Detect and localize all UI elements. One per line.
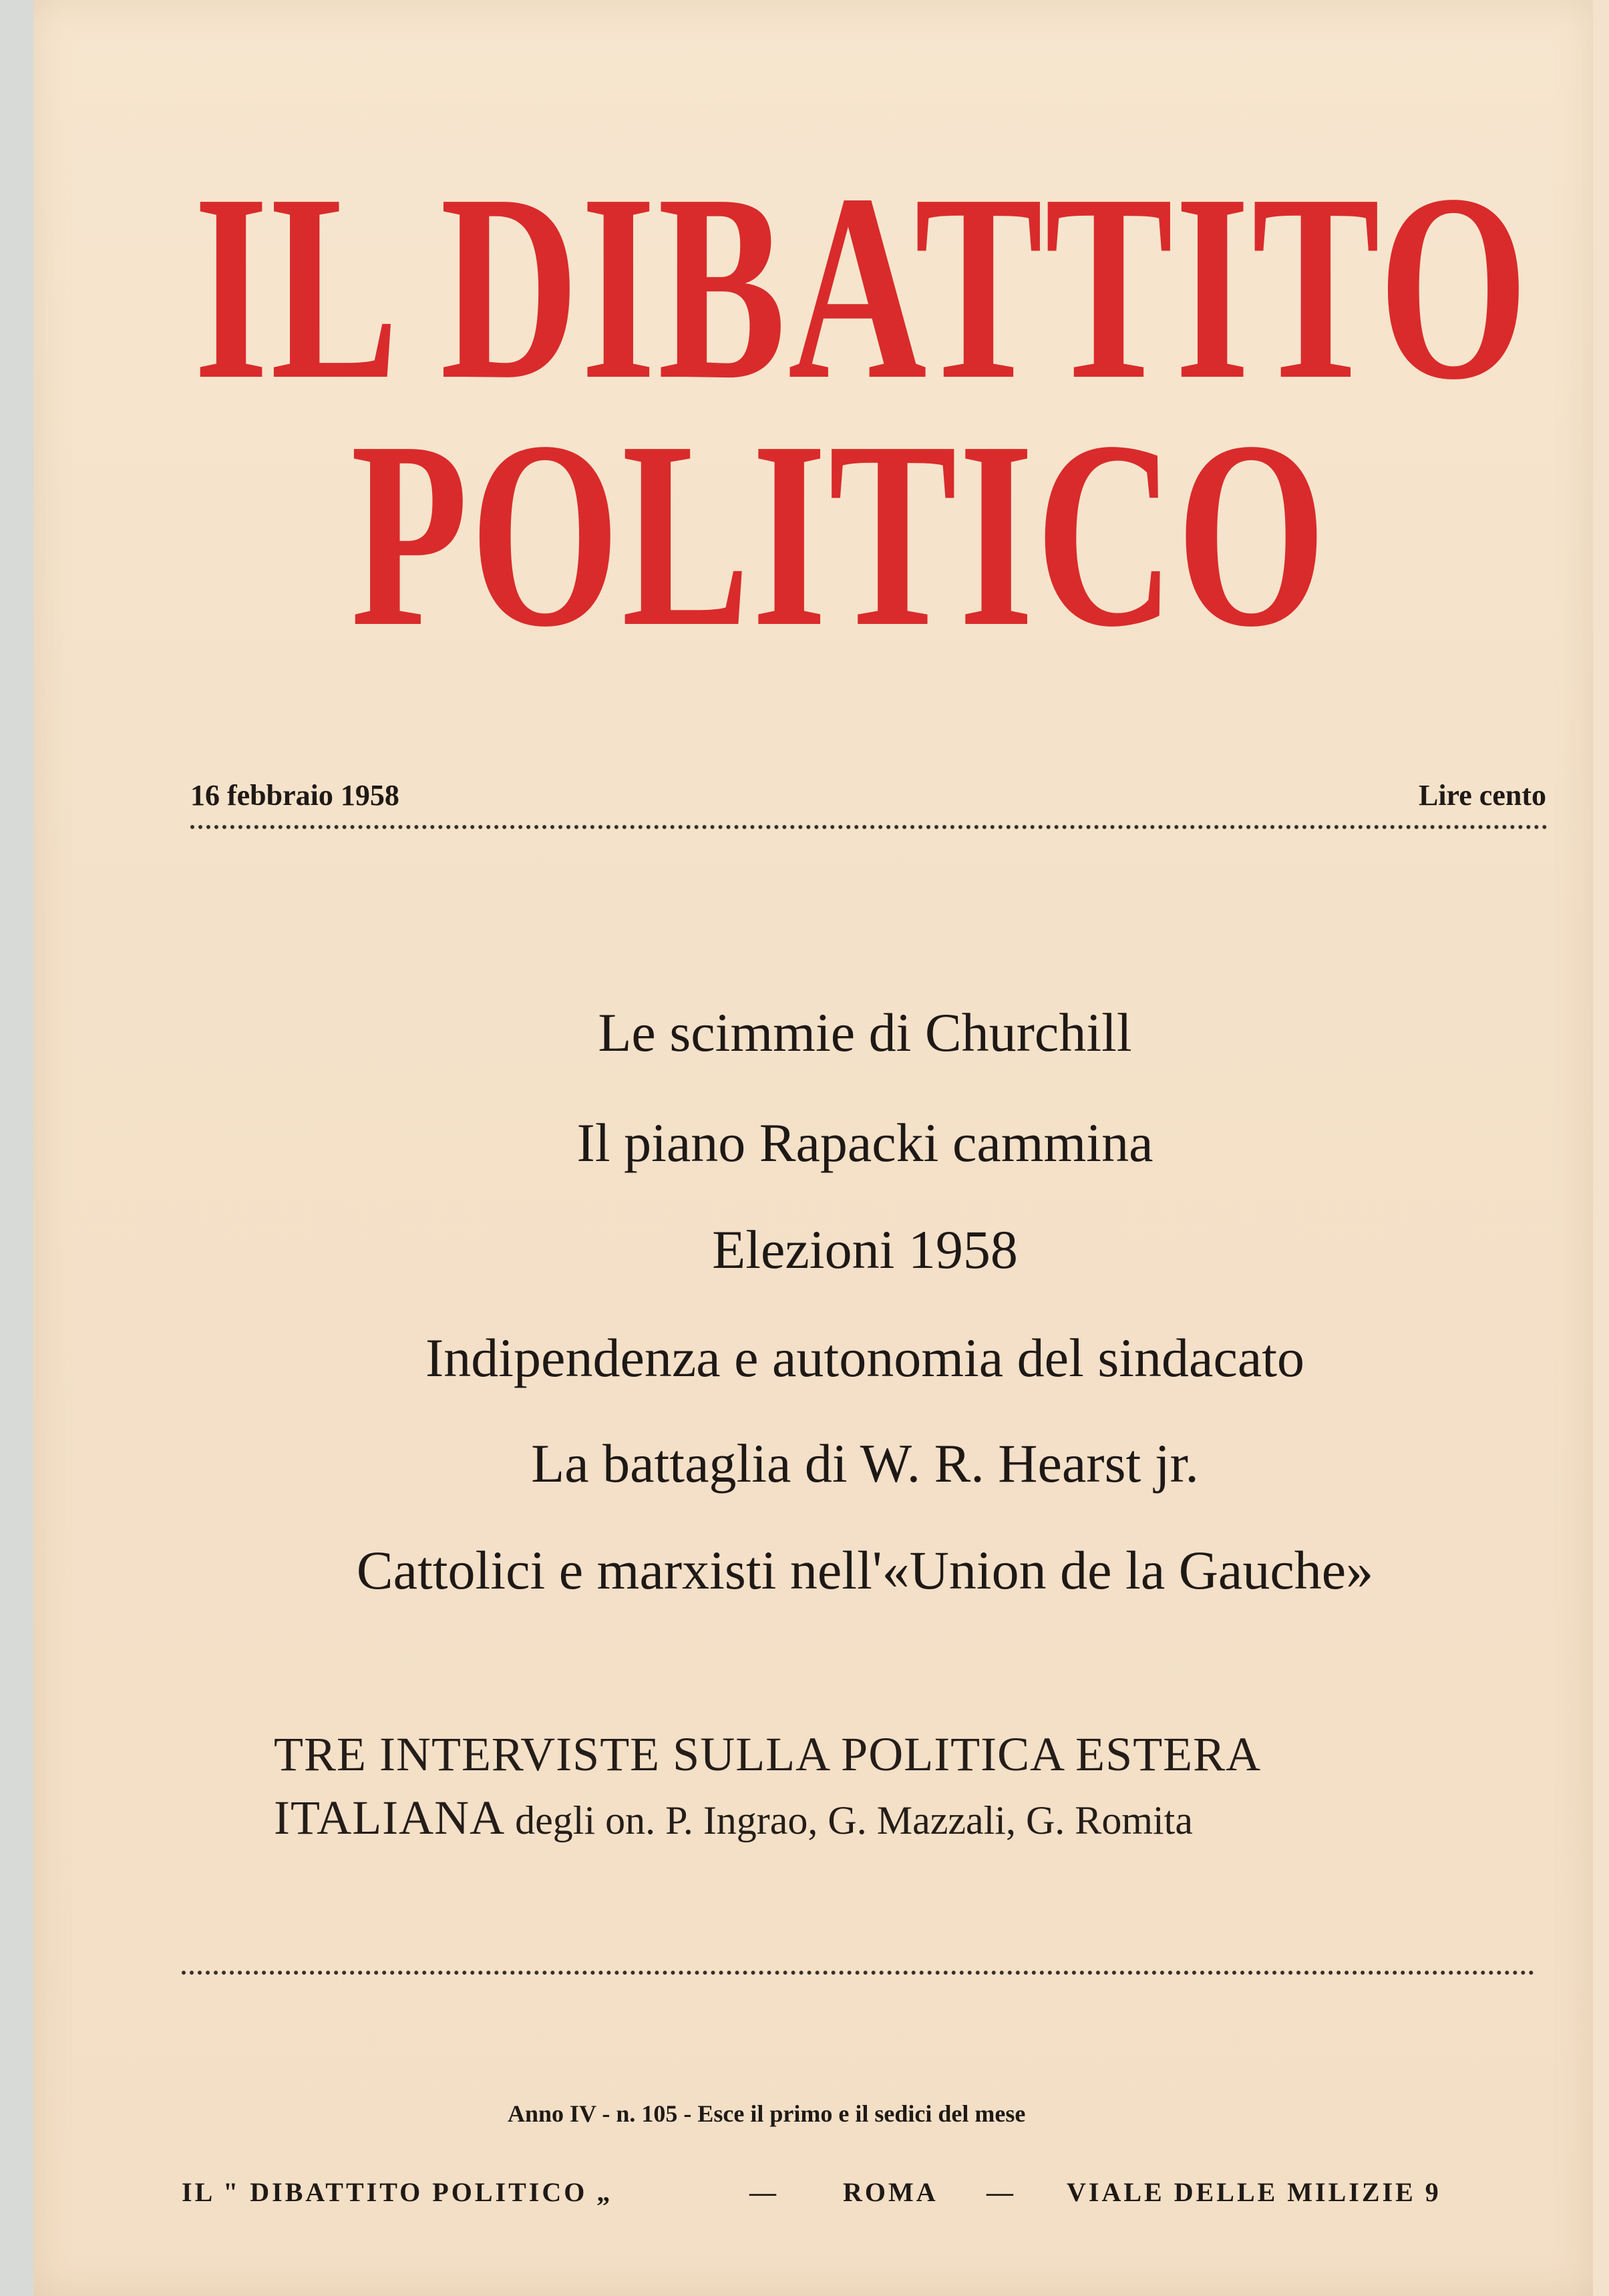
headline-1: Le scimmie di Churchill bbox=[598, 1002, 1132, 1063]
dotted-rule-bottom bbox=[182, 1971, 1534, 1975]
masthead-title-line-1: IL DIBATTITO bbox=[194, 139, 1530, 435]
issue-info: Anno IV - n. 105 - Esce il primo e il sedici del mese bbox=[508, 2100, 1026, 2127]
headline-3: Elezioni 1958 bbox=[712, 1219, 1018, 1280]
footer-publication: IL " DIBATTITO POLITICO „ bbox=[182, 2177, 613, 2207]
issue-price: Lire cento bbox=[1418, 779, 1546, 812]
masthead-title-line-2: POLITICO bbox=[351, 386, 1328, 682]
interviews-line-1: TRE INTERVISTE SULLA POLITICA ESTERA bbox=[274, 1728, 1262, 1781]
footer-dash-2: — bbox=[987, 2177, 1016, 2207]
scan-margin bbox=[0, 0, 33, 2296]
footer-address: VIALE DELLE MILIZIE 9 bbox=[1067, 2177, 1441, 2207]
headline-4: Indipendenza e autonomia del sindacato bbox=[425, 1327, 1305, 1388]
interviews-line-2-caps: ITALIANA bbox=[274, 1791, 506, 1844]
issue-date: 16 febbraio 1958 bbox=[190, 779, 399, 812]
dotted-rule-top bbox=[190, 825, 1548, 829]
headline-5: La battaglia di W. R. Hearst jr. bbox=[531, 1433, 1199, 1494]
headline-2: Il piano Rapacki cammina bbox=[576, 1112, 1153, 1173]
footer-dash-1: — bbox=[749, 2177, 779, 2207]
interviews-line-2-rest: degli on. P. Ingrao, G. Mazzali, G. Romita bbox=[505, 1798, 1193, 1842]
interviews-line-2 bbox=[274, 1791, 1193, 1844]
footer-city: ROMA bbox=[843, 2177, 938, 2207]
headline-6: Cattolici e marxisti nell'«Union de la Gauche» bbox=[356, 1540, 1374, 1601]
